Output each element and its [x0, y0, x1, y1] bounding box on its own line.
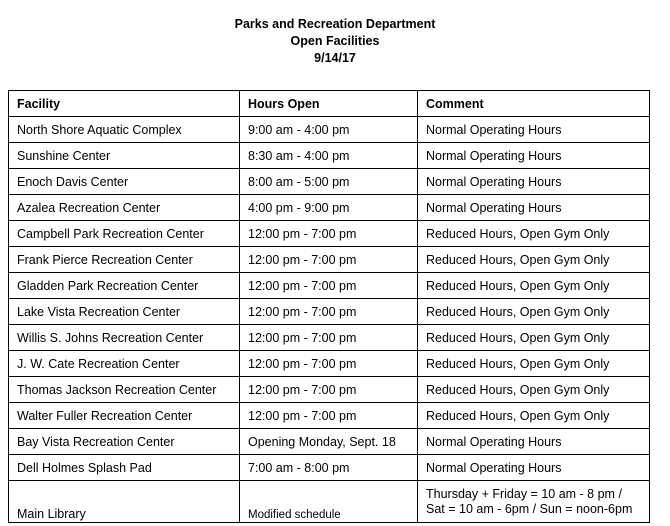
hours-cell: 12:00 pm - 7:00 pm [240, 247, 418, 273]
facility-cell: Lake Vista Recreation Center [9, 299, 240, 325]
hours-cell: 12:00 pm - 7:00 pm [240, 377, 418, 403]
comment-cell: Reduced Hours, Open Gym Only [418, 221, 650, 247]
comment-cell: Normal Operating Hours [418, 169, 650, 195]
facility-cell: J. W. Cate Recreation Center [9, 351, 240, 377]
hours-cell: 12:00 pm - 7:00 pm [240, 221, 418, 247]
table-row [9, 325, 650, 351]
comment-cell: Normal Operating Hours [418, 455, 650, 481]
hours-cell: Opening Monday, Sept. 18 [240, 429, 418, 455]
facility-cell: Dell Holmes Splash Pad [9, 455, 240, 481]
table-row [9, 169, 650, 195]
document-date: 9/14/17 [314, 51, 356, 65]
table-row [9, 143, 650, 169]
table-row [9, 221, 650, 247]
comment-cell: Reduced Hours, Open Gym Only [418, 299, 650, 325]
comment-cell: Reduced Hours, Open Gym Only [418, 351, 650, 377]
table-row [9, 429, 650, 455]
facility-cell: North Shore Aquatic Complex [9, 117, 240, 143]
hours-cell: 12:00 pm - 7:00 pm [240, 273, 418, 299]
hours-cell: 12:00 pm - 7:00 pm [240, 299, 418, 325]
comment-cell: Reduced Hours, Open Gym Only [418, 377, 650, 403]
facility-cell: Sunshine Center [9, 143, 240, 169]
facility-cell: Campbell Park Recreation Center [9, 221, 240, 247]
table-row [9, 117, 650, 143]
comment-cell: Reduced Hours, Open Gym Only [418, 403, 650, 429]
hours-cell: 8:00 am - 5:00 pm [240, 169, 418, 195]
comment-line: Thursday + Friday = 10 am - 8 pm / [426, 486, 622, 501]
comment-cell: Normal Operating Hours [418, 117, 650, 143]
table-header-row [9, 91, 650, 117]
hours-cell: 8:30 am - 4:00 pm [240, 143, 418, 169]
hours-cell: Modified schedule [240, 481, 418, 523]
facility-cell: Bay Vista Recreation Center [9, 429, 240, 455]
facility-cell: Willis S. Johns Recreation Center [9, 325, 240, 351]
hours-cell: 12:00 pm - 7:00 pm [240, 351, 418, 377]
hours-cell: 7:00 am - 8:00 pm [240, 455, 418, 481]
hours-cell: 12:00 pm - 7:00 pm [240, 325, 418, 351]
table-row [9, 273, 650, 299]
comment-cell: Reduced Hours, Open Gym Only [418, 325, 650, 351]
document-subtitle: Open Facilities [290, 34, 380, 48]
comment-line: Sat = 10 am - 6pm / Sun = noon-6pm [426, 501, 633, 516]
table-row [9, 377, 650, 403]
department-title: Parks and Recreation Department [234, 17, 436, 31]
facility-cell: Gladden Park Recreation Center [9, 273, 240, 299]
facility-cell: Thomas Jackson Recreation Center [9, 377, 240, 403]
comment-cell: Reduced Hours, Open Gym Only [418, 273, 650, 299]
table-row [9, 481, 650, 523]
table-row [9, 403, 650, 429]
facilities-table [8, 90, 650, 523]
table-row [9, 299, 650, 325]
comment-cell: Normal Operating Hours [418, 143, 650, 169]
comment-cell: Normal Operating Hours [418, 429, 650, 455]
facility-cell: Azalea Recreation Center [9, 195, 240, 221]
hours-cell: 12:00 pm - 7:00 pm [240, 403, 418, 429]
comment-cell [418, 481, 650, 523]
facility-cell: Frank Pierce Recreation Center [9, 247, 240, 273]
facility-cell: Enoch Davis Center [9, 169, 240, 195]
facility-cell: Main Library [9, 481, 240, 523]
facility-cell: Walter Fuller Recreation Center [9, 403, 240, 429]
table-row [9, 195, 650, 221]
table-row [9, 247, 650, 273]
column-header-hours: Hours Open [240, 91, 418, 117]
comment-cell: Normal Operating Hours [418, 195, 650, 221]
column-header-facility: Facility [9, 91, 240, 117]
column-header-comment: Comment [418, 91, 650, 117]
hours-cell: 9:00 am - 4:00 pm [240, 117, 418, 143]
table-row [9, 455, 650, 481]
table-row [9, 351, 650, 377]
hours-cell: 4:00 pm - 9:00 pm [240, 195, 418, 221]
comment-cell: Reduced Hours, Open Gym Only [418, 247, 650, 273]
document-header [0, 16, 670, 67]
